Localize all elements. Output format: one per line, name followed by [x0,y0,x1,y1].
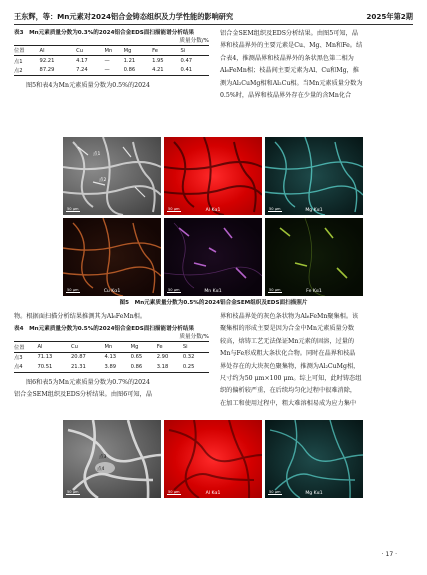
scale-bar-label: 50 μm [67,489,79,494]
table-cell: 2.90 [156,354,169,361]
grain-texture [164,420,262,498]
scale-bar [66,211,80,212]
scale-bar [66,292,80,293]
text-line: 较高，熔铸工艺无法保证Mn元素的固溶，过量的 [220,337,355,345]
table-header-cell: 位置 [14,342,37,352]
text-line: 尺寸约为50 μm×100 μm。综上可知，此时铸态组 [220,375,362,383]
page-number: · 17 · [381,551,397,558]
grain-texture [164,218,262,296]
table-header-cell: Si [183,342,209,352]
text-line: 铝合金SEM组织及EDS分析结果。由图6可知，晶 [14,390,152,398]
grain-texture [164,137,262,215]
table-cell: 0.86 [131,362,157,372]
table-cell: 87.29 [40,66,77,76]
table-cell: 92.21 [39,58,55,65]
element-map-label: Al Kα1 [205,208,221,213]
scale-bar-label: 50 μm [269,489,281,494]
table-cell: 20.87 [71,354,86,361]
table-cell: 70.51 [37,362,71,372]
scale-bar [167,494,181,495]
text-line: 图6和表5为Mn元素质量分数为0.7%的2024 [26,378,150,386]
scale-bar [268,292,282,293]
scale-bar [268,494,282,495]
body-paragraph: 图5和表4为Mn元素质量分数为0.5%的2024 [26,82,150,90]
table-cell: 点1 [14,58,23,65]
fig5-mg-map [265,137,363,215]
table-cell: 点4 [14,362,37,372]
table-cell: — [104,58,110,65]
table-header-cell: Al [40,46,77,56]
text-line: 聚集相的形成主要是因为合金中Mn元素质量分数 [220,325,355,333]
element-map-label: Mg Kα1 [305,208,323,213]
table-header-row [14,46,209,56]
text-line: 在加工和使用过程中，粗大难溶相易成为应力集中 [220,399,357,407]
fig5-sem-image [63,137,161,215]
fig6-sem-image [63,420,161,498]
fig5-fe-map [265,218,363,296]
table-cell: 0.32 [182,354,195,361]
fig5-caption: 图5 Mn元素质量分数为0.5%的2024铝合金SEM组织及EDS面扫描照片 [119,300,308,306]
text-line: 界和枝晶界外的主要元素是Cu、Mg、Mn和Fe。结 [220,42,363,50]
grain-texture [63,218,161,296]
table-header-cell: Mg [131,342,157,352]
table3-unit: 质量分数/% [179,38,209,44]
point-label: 点3 [99,455,107,460]
grain-texture [63,420,161,498]
table-cell: 0.25 [183,362,209,372]
scale-bar [167,292,181,293]
table-row [14,56,209,66]
table-cell: 0.86 [124,66,152,76]
table4-unit: 质量分数/% [179,334,209,341]
table-cell: 点3 [14,354,23,361]
grain-texture [265,420,363,498]
scale-bar-label: 50 μm [269,287,281,292]
table-header-cell: Fe [152,46,180,56]
table3-title: 表3 Mn元素质量分数为0.3%的2024铝合金EDS面扫描能谱分析结果 [14,30,195,36]
left-column-middle [14,311,209,401]
header-title: 王东辉，等：Mn元素对2024铝合金铸态组织及力学性能的影响研究 [14,12,234,21]
point-label: 点1 [93,152,101,157]
fig6-mg-map [265,420,363,498]
scale-bar [167,211,181,212]
scale-bar-label: 50 μm [67,287,79,292]
text-line: 测为Al₂CuMg相和Al₂Cu相。当Mn元素质量分数为 [220,79,363,87]
table-header-cell: Cu [76,46,104,56]
table-cell: 4.13 [104,354,117,361]
table-cell: 0.41 [181,66,210,76]
header-issue: 2025年第2期 [366,12,413,21]
fig5-cu-map [63,218,161,296]
scale-bar-label: 50 μm [168,489,180,494]
text-line: Mn与Fe形成粗大条状化合物。同时在晶界和枝晶 [220,350,356,358]
fig5-mn-map [164,218,262,296]
table4 [14,341,209,372]
right-column-text-2 [220,311,415,410]
table-header-cell: Si [181,46,210,56]
table-header-row [14,342,209,352]
table-header-cell: Mn [105,46,124,56]
scale-bar-label: 50 μm [67,206,79,211]
table-row [14,66,209,76]
fig5-al-map [164,137,262,215]
text-line: Al₆FeMn相；枝晶间主要元素为Al、Cu和Mg，推 [220,67,359,75]
scale-bar [268,211,282,212]
right-column-text-1 [220,28,415,102]
element-map-label: Al Kα1 [205,491,221,496]
scale-bar-label: 50 μm [168,287,180,292]
table-cell: 3.89 [105,362,131,372]
table4-title: 表4 Mn元素质量分数为0.5%的2024铝合金EDS面扫描能谱分析结果 [14,326,195,333]
element-map-label: Fe Kα1 [306,289,322,294]
table-header-cell: 位置 [14,46,40,56]
table-cell: 0.65 [130,354,143,361]
point-label: 点4 [97,467,105,472]
text-line: 0.5%时，晶界和枝晶界外存在少量的含Mn化合 [220,92,352,100]
table-cell: 3.18 [157,362,183,372]
element-map-label: Mg Kα1 [305,491,323,496]
scale-bar-label: 50 μm [269,206,281,211]
text-line: 铝合金SEM组织及EDS分析结果。由图5可知，晶 [220,30,358,37]
table-header-cell: Cu [71,342,105,352]
text-line: 合表4，推测晶界和枝晶界外的条状黑色第二相为 [220,54,354,62]
fig6-al-map [164,420,262,498]
table-cell: 4.17 [76,58,88,65]
table3 [14,45,209,76]
table-cell: 1.95 [152,58,164,65]
table3-block [14,29,209,93]
text-line: 织的偏析较严重，在后续均匀化过程中很难消除， [220,387,357,395]
grain-texture [63,137,161,215]
body-paragraph: 物。根据面扫描分析结果推测其为Al₆FeMn相。 [14,313,147,320]
table-cell: 1.21 [123,58,136,65]
table-cell: 7.24 [76,66,104,76]
table-cell: 0.47 [180,58,193,65]
table-header-cell: Mg [124,46,152,56]
grain-texture [265,137,363,215]
text-line: 界和枝晶界处的灰色条状物为Al₆FeMn聚集相。该 [220,313,359,320]
element-map-label: Cu Kα1 [103,289,121,294]
scale-bar-label: 50 μm [168,206,180,211]
table-row [14,362,209,372]
running-header [14,10,413,25]
element-map-label: Mn Kα1 [204,289,222,294]
table-cell: — [105,66,124,76]
text-line: 界处存在的大块灰色聚集物，推测为Al₂CuMg相， [220,362,360,370]
table-row [14,352,209,362]
grain-texture [265,218,363,296]
scale-bar [66,494,80,495]
table-cell: 点2 [14,66,40,76]
table-header-cell: Al [37,342,71,352]
table-header-cell: Fe [157,342,183,352]
table-cell: 21.31 [71,362,105,372]
point-label: 点2 [99,178,107,183]
table-cell: 71.13 [37,354,53,361]
table-cell: 4.21 [152,66,180,76]
table-header-cell: Mn [105,342,131,352]
